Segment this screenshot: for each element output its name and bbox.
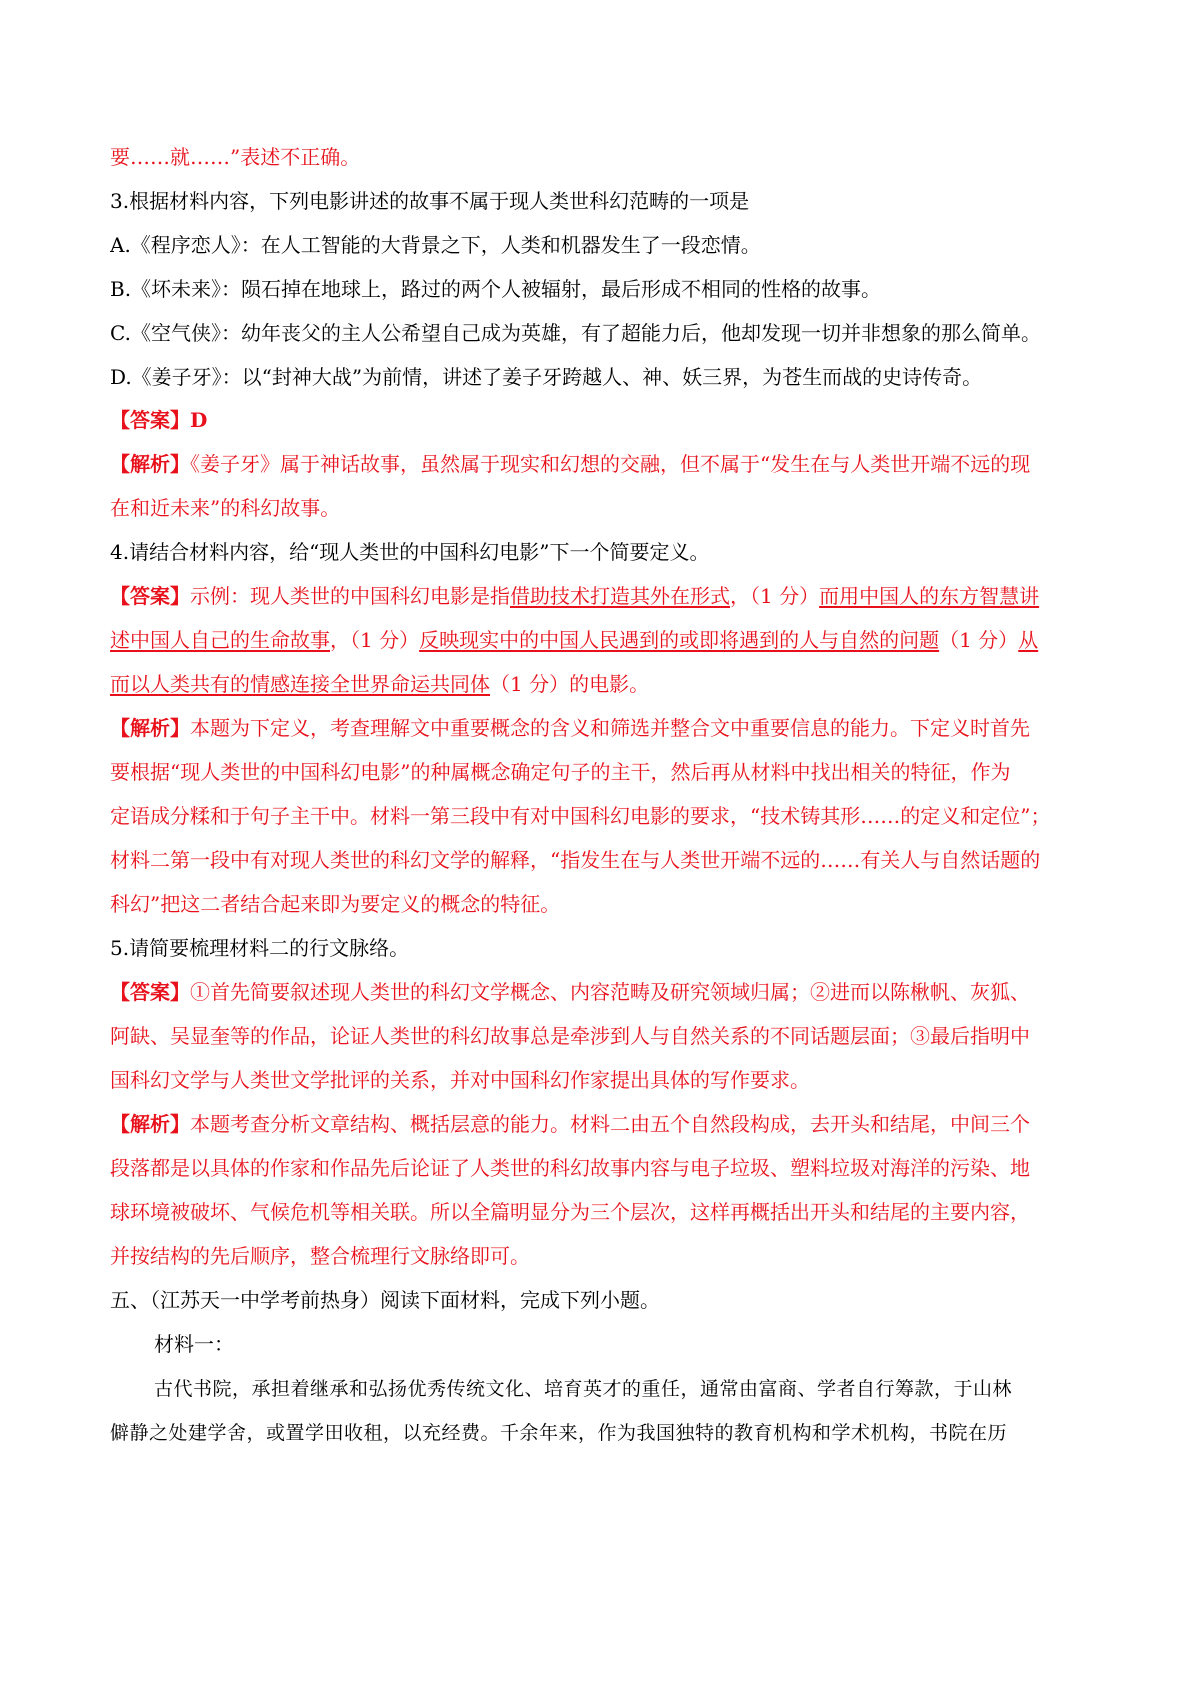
analysis-text: 本题考查分析文章结构、概括层意的能力。材料二由五个自然段构成，去开头和结尾，中间三个 (190, 1112, 1030, 1136)
analysis-4 (110, 713, 1100, 743)
underlined-text: 而以人类共有的情感连接全世界命运共同体 (110, 672, 490, 696)
underlined-text: 从 (1018, 628, 1039, 652)
text-line: 球环境被破坏、气候危机等相关联。所以全篇明显分为三个层次，这样再概括出开头和结尾的主要内容， (110, 1200, 1030, 1224)
answer-text: ，（1 分） (730, 584, 820, 608)
text-line: 在和近未来”的科幻故事。 (110, 496, 341, 520)
option-a: A.《程序恋人》：在人工智能的大背景之下，人类和机器发生了一段恋情。 (110, 233, 761, 257)
underlined-text: 借助技术打造其外在形式 (510, 584, 730, 608)
option-c: C.《空气侠》：幼年丧父的主人公希望自己成为英雄，有了超能力后，他却发现一切并非想象的那么简单。 (110, 321, 1041, 345)
answer-4-cont (110, 669, 1100, 699)
answer-text: （1 分） (939, 628, 1019, 652)
text-line: 段落都是以具体的作家和作品先后论证了人类世的科幻故事内容与电子垃圾、塑料垃圾对海洋的污染、地 (110, 1156, 1030, 1180)
option-b: B.《坏未来》：陨石掉在地球上，路过的两个人被辐射，最后形成不相同的性格的故事。 (110, 277, 882, 301)
analysis-text: 《姜子牙》属于神话故事，虽然属于现实和幻想的交融，但不属于“发生在与人类世开端不远的现 (190, 452, 1031, 476)
material-1-label: 材料一： (154, 1332, 234, 1356)
text-line: 定语成分糅和于句子主干中。材料一第三段中有对中国科幻电影的要求，“技术铸其形……的定义和定位”； (110, 804, 1051, 828)
analysis-text: 本题为下定义，考查理解文中重要概念的含义和筛选并整合文中重要信息的能力。下定义时首先 (190, 716, 1030, 740)
question-3: 3.根据材料内容，下列电影讲述的故事不属于现人类世科幻范畴的一项是 (110, 189, 750, 213)
answer-tag: 【答案】 (110, 584, 190, 608)
answer-text: ，（1 分） (330, 628, 420, 652)
answer-3 (110, 405, 1100, 435)
text-line: 要……就……”表述不正确。 (110, 145, 361, 169)
analysis-tag: 【解析】 (110, 1112, 190, 1136)
material-paragraph: 僻静之处建学舍，或置学田收租，以充经费。千余年来，作为我国独特的教育机构和学术机构，书院在历 (110, 1422, 1008, 1444)
text-line: 阿缺、吴显奎等的作品，论证人类世的科幻故事总是牵涉到人与自然关系的不同话题层面；③最后指明中 (110, 1024, 1030, 1048)
answer-4-cont (110, 625, 1100, 655)
answer-4 (110, 581, 1100, 611)
answer-text: 示例：现人类世的中国科幻电影是指 (190, 584, 510, 608)
analysis-tag: 【解析】 (110, 716, 190, 740)
answer-tag: 【答案】 (110, 408, 190, 432)
question-4: 4.请结合材料内容，给“现人类世的中国科幻电影”下一个简要定义。 (110, 540, 710, 564)
answer-text: （1 分）的电影。 (490, 672, 650, 696)
text-line: 并按结构的先后顺序，整合梳理行文脉络即可。 (110, 1244, 530, 1268)
underlined-text: 述中国人自己的生命故事 (110, 628, 330, 652)
text-line: 要根据“现人类世的中国科幻电影”的种属概念确定句子的主干，然后再从材料中找出相关的特征，作为 (110, 760, 1011, 784)
underlined-text: 而用中国人的东方智慧讲 (819, 584, 1040, 608)
analysis-tag: 【解析】 (110, 452, 190, 476)
answer-5 (110, 977, 1100, 1007)
option-d: D.《姜子牙》：以“封神大战”为前情，讲述了姜子牙跨越人、神、妖三界，为苍生而战的史诗传奇。 (110, 365, 983, 389)
text-line: 材料二第一段中有对现人类世的科幻文学的解释，“指发生在与人类世开端不远的……有关人与自然话题的 (110, 848, 1041, 872)
analysis-3 (110, 449, 1100, 479)
text-line: 科幻”把这二者结合起来即为要定义的概念的特征。 (110, 892, 561, 916)
question-5: 5.请简要梳理材料二的行文脉络。 (110, 936, 410, 960)
underlined-text: 反映现实中的中国人民遇到的或即将遇到的人与自然的问题 (419, 628, 940, 652)
section-5-heading: 五、（江苏天一中学考前热身）阅读下面材料，完成下列小题。 (110, 1288, 660, 1312)
answer-tag: 【答案】 (110, 980, 190, 1004)
answer-text: ①首先简要叙述现人类世的科幻文学概念、内容范畴及研究领域归属；②进而以陈楸帆、灰狐、 (190, 980, 1030, 1004)
material-paragraph: 古代书院，承担着继承和弘扬优秀传统文化、培育英才的重任，通常由富商、学者自行筹款，于山林 (154, 1378, 1013, 1400)
analysis-5 (110, 1109, 1100, 1139)
answer-text: D (190, 408, 208, 432)
text-line: 国科幻文学与人类世文学批评的关系，并对中国科幻作家提出具体的写作要求。 (110, 1068, 810, 1092)
